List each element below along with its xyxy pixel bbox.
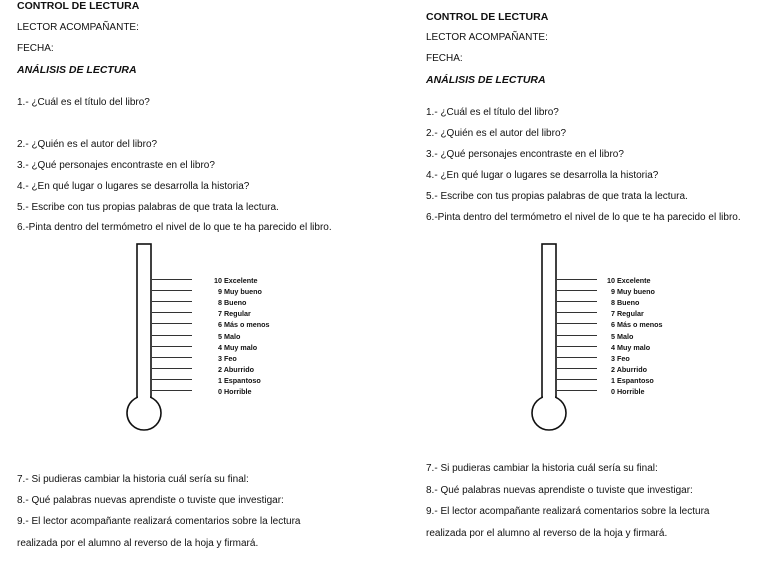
- question-9-continued: realizada por el alumno al reverso de la hoja y firmará.: [426, 528, 668, 539]
- question-7: 7.- Si pudieras cambiar la historia cuál sería su final:: [426, 463, 658, 474]
- question-5: 5.- Escribe con tus propias palabras de que trata la lectura.: [17, 202, 279, 213]
- question-8: 8.- Qué palabras nuevas aprendiste o tuviste que investigar:: [426, 485, 693, 496]
- scale-tick: [557, 390, 597, 391]
- scale-label-0: 0 Horrible: [218, 388, 252, 394]
- scale-tick: [152, 379, 192, 380]
- scale-tick: [152, 301, 192, 302]
- question-2: 2.- ¿Quién es el autor del libro?: [426, 128, 567, 139]
- scale-tick: [152, 357, 192, 358]
- question-9: 9.- El lector acompañante realizará comentarios sobre la lectura: [426, 506, 710, 517]
- scale-tick: [557, 290, 597, 291]
- scale-tick: [152, 368, 192, 369]
- scale-tick: [152, 312, 192, 313]
- scale-tick: [557, 301, 597, 302]
- question-4: 4.- ¿En qué lugar o lugares se desarrolla la historia?: [426, 170, 659, 181]
- scale-label-0: 0 Horrible: [611, 388, 645, 394]
- scale-label-2: 2 Aburrido: [218, 365, 255, 374]
- form-title: CONTROL DE LECTURA: [426, 11, 549, 23]
- question-2: 2.- ¿Quién es el autor del libro?: [17, 139, 158, 150]
- question-7: 7.- Si pudieras cambiar la historia cuál sería su final:: [17, 474, 249, 485]
- scale-label-10: 10 Excelente: [607, 276, 651, 285]
- scale-label-1: 1 Espantoso: [218, 376, 261, 385]
- scale-tick: [557, 323, 597, 324]
- scale-label-7: 7 Regular: [611, 309, 644, 318]
- scale-label-4: 4 Muy malo: [218, 343, 258, 352]
- scale-label-3: 3 Feo: [611, 354, 630, 363]
- form-title: CONTROL DE LECTURA: [17, 0, 140, 12]
- thermometer[interactable]: [523, 243, 683, 443]
- scale-tick: [152, 346, 192, 347]
- scale-tick: [152, 290, 192, 291]
- scale-tick: [557, 379, 597, 380]
- question-1: 1.- ¿Cuál es el título del libro?: [17, 97, 150, 108]
- scale-label-8: 8 Bueno: [218, 298, 247, 307]
- scale-label-2: 2 Aburrido: [611, 365, 648, 374]
- scale-tick: [557, 357, 597, 358]
- scale-label-3: 3 Feo: [218, 354, 237, 363]
- question-3: 3.- ¿Qué personajes encontraste en el libro?: [426, 149, 624, 160]
- date-label: FECHA:: [426, 53, 463, 64]
- reading-form-right: [426, 0, 768, 576]
- scale-label-5: 5 Malo: [218, 332, 241, 341]
- question-8: 8.- Qué palabras nuevas aprendiste o tuviste que investigar:: [17, 495, 284, 506]
- thermometer-outline: [122, 243, 182, 443]
- scale-tick: [152, 323, 192, 324]
- thermometer[interactable]: [122, 243, 282, 443]
- question-5: 5.- Escribe con tus propias palabras de que trata la lectura.: [426, 191, 688, 202]
- scale-tick: [557, 312, 597, 313]
- scale-label-9: 9 Muy bueno: [218, 287, 262, 296]
- companion-label: LECTOR ACOMPAÑANTE:: [426, 32, 548, 43]
- scale-tick: [152, 335, 192, 336]
- scale-label-10: 10 Excelente: [214, 276, 258, 285]
- reading-form-left: [17, 0, 389, 576]
- question-6: 6.-Pinta dentro del termómetro el nivel de lo que te ha parecido el libro.: [426, 212, 741, 223]
- scale-label-7: 7 Regular: [218, 309, 251, 318]
- question-1: 1.- ¿Cuál es el título del libro?: [426, 107, 559, 118]
- scale-label-6: 6 Más o menos: [218, 320, 270, 329]
- scale-tick: [557, 346, 597, 347]
- scale-tick: [152, 390, 192, 391]
- question-4: 4.- ¿En qué lugar o lugares se desarrolla la historia?: [17, 181, 250, 192]
- analysis-heading: ANÁLISIS DE LECTURA: [426, 74, 546, 86]
- date-label: FECHA:: [17, 43, 54, 54]
- scale-tick: [557, 335, 597, 336]
- scale-label-5: 5 Malo: [611, 332, 634, 341]
- analysis-heading: ANÁLISIS DE LECTURA: [17, 64, 137, 76]
- scale-tick: [557, 279, 597, 280]
- question-9-continued: realizada por el alumno al reverso de la hoja y firmará.: [17, 538, 259, 549]
- scale-tick: [557, 368, 597, 369]
- scale-label-1: 1 Espantoso: [611, 376, 654, 385]
- question-9: 9.- El lector acompañante realizará comentarios sobre la lectura: [17, 516, 301, 527]
- scale-label-4: 4 Muy malo: [611, 343, 651, 352]
- question-3: 3.- ¿Qué personajes encontraste en el libro?: [17, 160, 215, 171]
- scale-label-6: 6 Más o menos: [611, 320, 663, 329]
- companion-label: LECTOR ACOMPAÑANTE:: [17, 22, 139, 33]
- scale-label-9: 9 Muy bueno: [611, 287, 655, 296]
- thermometer-outline: [523, 243, 583, 443]
- question-6: 6.-Pinta dentro del termómetro el nivel de lo que te ha parecido el libro.: [17, 222, 332, 233]
- scale-label-8: 8 Bueno: [611, 298, 640, 307]
- scale-tick: [152, 279, 192, 280]
